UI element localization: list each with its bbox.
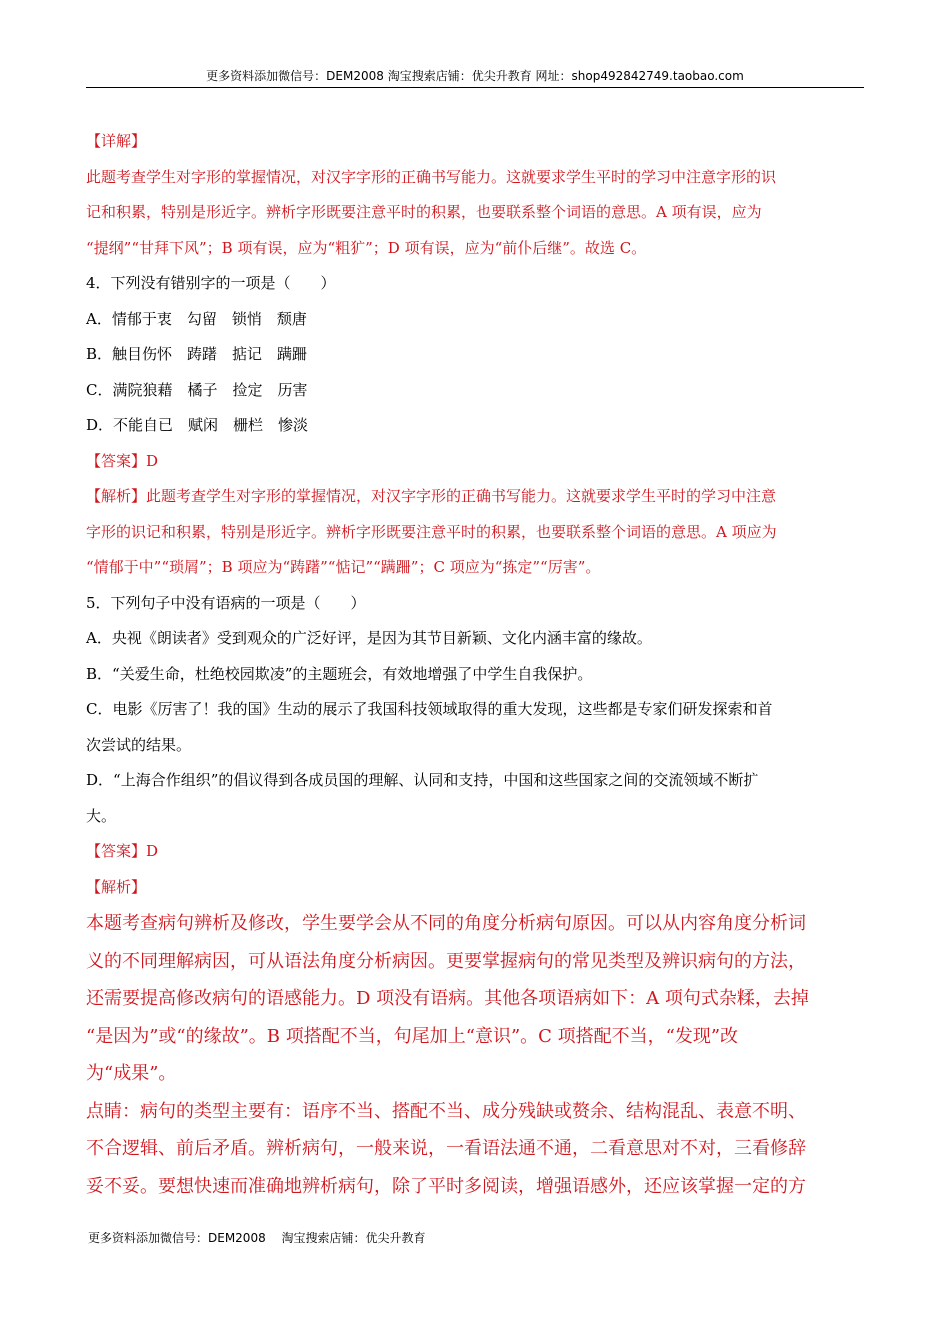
option-4b: B．触目伤怀 踌躇 掂记 蹒跚 bbox=[86, 345, 308, 363]
analysis-5-line-1: 本题考查病句辨析及修改，学生要学会从不同的角度分析病句原因。可以从内容角度分析词 bbox=[86, 913, 806, 934]
answer-5: 【答案】D bbox=[86, 842, 159, 860]
analysis-4-line-1: 【解析】此题考查学生对字形的掌握情况，对汉字字形的正确书写能力。这就要求学生平时的学习中注意 bbox=[86, 487, 777, 505]
analysis-5-line-2: 义的不同理解病因，可从语法角度分析病因。更要掌握病句的常见类型及辨识病句的方法， bbox=[86, 950, 806, 972]
option-5b: B．“关爱生命，杜绝校园欺凌”的主题班会，有效地增强了中学生自我保护。 bbox=[86, 664, 593, 683]
option-5c-line-2: 次尝试的结果。 bbox=[86, 735, 192, 754]
line-4: “提纲”“甘拜下风”；B 项有误，应为“粗犷”；D 项有误，应为“前仆后继”。故选 C。 bbox=[86, 238, 647, 257]
option-5d-line-1: D．“上海合作组织”的倡议得到各成员国的理解、认同和支持，中国和这些国家之间的交流领域不断扩 bbox=[86, 771, 759, 789]
analysis-5-heading: 【解析】 bbox=[86, 877, 147, 896]
header-divider bbox=[86, 87, 864, 88]
page-header: 更多资料添加微信号：DEM2008 淘宝搜索店铺：优尖升教育 网址：shop492842749.taobao.com bbox=[206, 69, 744, 83]
analysis-4-line-2: 字形的识记和积累，特别是形近字。辨析字形既要注意平时的积累，也要联系整个词语的意思。A 项应为 bbox=[86, 522, 777, 541]
question-5: 5．下列句子中没有语病的一项是（ ） bbox=[86, 593, 366, 612]
option-4d: D．不能自已 赋闲 栅栏 惨淡 bbox=[86, 416, 309, 434]
option-4c: C．满院狼藉 橘子 捡定 历害 bbox=[86, 380, 308, 399]
analysis-5-line-5: 为“成果”。 bbox=[86, 1063, 177, 1084]
key-point-line-3: 妥不妥。要想快速而准确地辨析病句，除了平时多阅读，增强语感外，还应该掌握一定的方 bbox=[86, 1175, 806, 1197]
option-5c-line-1: C．电影《厉害了！我的国》生动的展示了我国科技领域取得的重大发现，这些都是专家们研发探索和首 bbox=[86, 700, 773, 718]
option-5d-line-2: 大。 bbox=[86, 806, 117, 825]
answer-4: 【答案】D bbox=[86, 451, 159, 470]
key-point-line-1: 点睛：病句的类型主要有：语序不当、搭配不当、成分残缺或赘余、结构混乱、表意不明、 bbox=[86, 1100, 806, 1122]
option-5a: A．央视《朗读者》受到观众的广泛好评，是因为其节目新颖、文化内涵丰富的缘故。 bbox=[86, 629, 652, 647]
document-body bbox=[86, 124, 864, 1205]
key-point-line-2: 不合逻辑、前后矛盾。辨析病句，一般来说，一看语法通不通，二看意思对不对，三看修辞 bbox=[86, 1138, 806, 1159]
analysis-5-line-4: “是因为”或“的缘故”。B 项搭配不当，句尾加上“意识”。C 项搭配不当，“发现”改 bbox=[86, 1025, 739, 1047]
question-4: 4．下列没有错别字的一项是（ ） bbox=[86, 274, 336, 292]
analysis-5-line-3: 还需要提高修改病句的语感能力。D 项没有语病。其他各项语病如下：A 项句式杂糅，去掉 bbox=[86, 988, 809, 1009]
line-2: 此题考查学生对字形的掌握情况，对汉字字形的正确书写能力。这就要求学生平时的学习中注意字形的识 bbox=[86, 167, 777, 186]
line-3: 记和积累，特别是形近字。辨析字形既要注意平时的积累，也要联系整个词语的意思。A 项有误，应为 bbox=[86, 203, 762, 221]
analysis-4-line-3: “情郁于中”“琐屑”；B 项应为“踌躇”“惦记”“蹒跚”；C 项应为“拣定”“厉害”。 bbox=[86, 558, 601, 576]
page-footer: 更多资料添加微信号：DEM2008 淘宝搜索店铺：优尖升教育 bbox=[88, 1231, 426, 1245]
line-1: 【详解】 bbox=[86, 132, 147, 150]
option-4a: A．情郁于衷 勾留 锁悄 颓唐 bbox=[86, 309, 307, 328]
